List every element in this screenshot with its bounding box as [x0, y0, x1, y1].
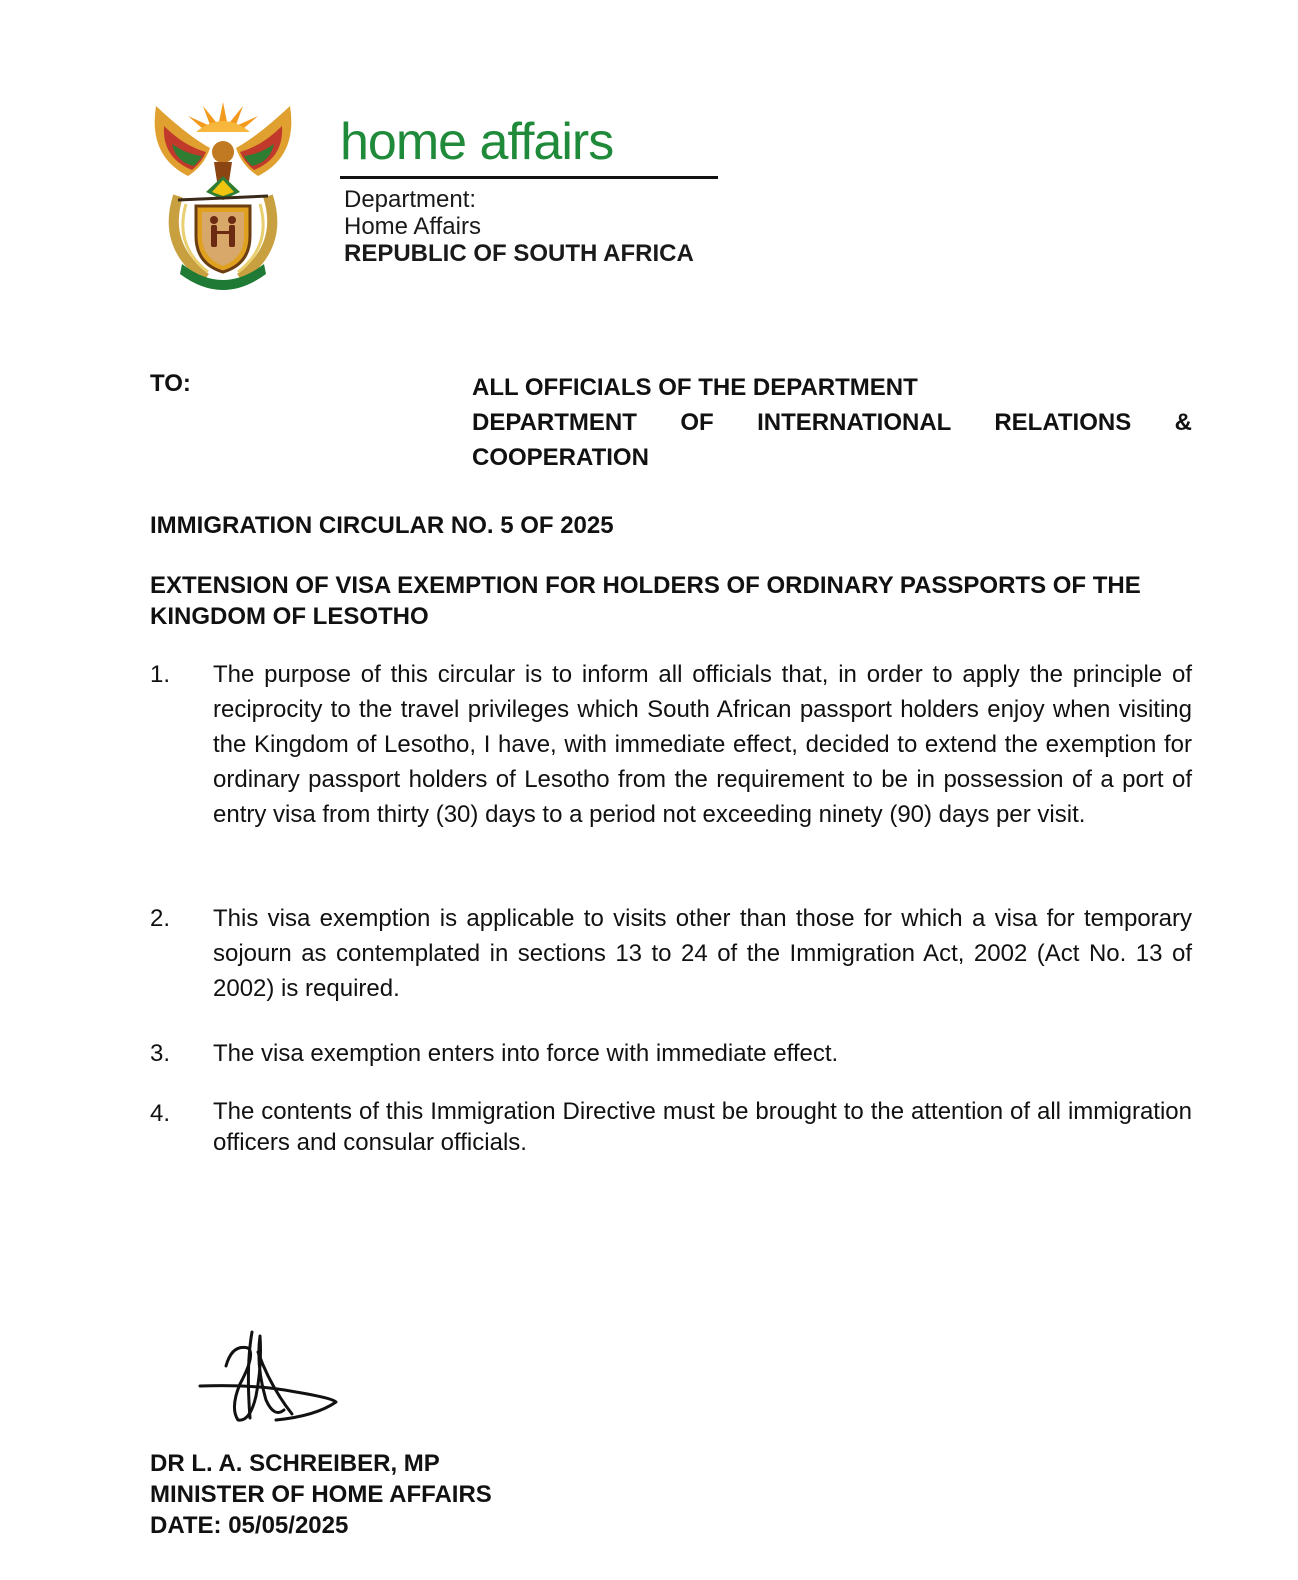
coat-of-arms-logo	[148, 96, 298, 292]
department-name: Home Affairs	[344, 213, 481, 240]
signatory-name: DR L. A. SCHREIBER, MP	[150, 1450, 440, 1477]
numbered-paragraph	[150, 657, 1192, 832]
recipient-line: ALL OFFICIALS OF THE DEPARTMENT	[472, 374, 918, 401]
brand-underline	[340, 176, 718, 179]
paragraph-number: 1.	[150, 661, 171, 688]
signature-date: DATE: 05/05/2025	[150, 1512, 349, 1539]
recipient-line: COOPERATION	[472, 444, 649, 471]
circular-number: IMMIGRATION CIRCULAR NO. 5 OF 2025	[150, 512, 614, 539]
numbered-paragraph	[150, 901, 1192, 1006]
recipient-line: DEPARTMENT OF INTERNATIONAL RELATIONS &	[472, 409, 1192, 436]
numbered-paragraph	[150, 1096, 1192, 1158]
paragraph-number: 3.	[150, 1040, 171, 1067]
paragraph-text: This visa exemption is applicable to visits other than those for which a visa for temporary sojourn as contemplated in sections 13 to 24 of the Immigration Act, 2002 (Act No. 13 of 2002) is required.	[213, 905, 1192, 1002]
to-label: TO:	[150, 370, 191, 397]
paragraph-number: 4.	[150, 1100, 171, 1127]
paragraph-text: The contents of this Immigration Directive must be brought to the attention of all immigration officers and consular officials.	[213, 1098, 1192, 1156]
brand-wordmark: home affairs	[340, 113, 614, 171]
paragraph-text: The purpose of this circular is to inform all officials that, in order to apply the principle of reciprocity to the travel privileges which South African passport holders enjoy when visiting the Kingdom of Lesotho, I have, with immediate effect, decided to extend the exemption for ordinary passport holders of Lesotho from the requirement to be in possession of a port of entry visa from thirty (30) days to a period not exceeding ninety (90) days per visit.	[213, 661, 1192, 828]
signatory-title: MINISTER OF HOME AFFAIRS	[150, 1481, 492, 1508]
circular-subject: EXTENSION OF VISA EXEMPTION FOR HOLDERS OF ORDINARY PASSPORTS OF THE KINGDOM OF LESOTHO	[150, 572, 1141, 630]
paragraph-text: The visa exemption enters into force with immediate effect.	[213, 1040, 839, 1067]
department-label: Department:	[344, 186, 477, 213]
handwritten-signature	[196, 1326, 346, 1430]
country-name: REPUBLIC OF SOUTH AFRICA	[344, 240, 694, 267]
paragraph-number: 2.	[150, 905, 171, 932]
numbered-paragraph	[150, 1036, 1192, 1071]
